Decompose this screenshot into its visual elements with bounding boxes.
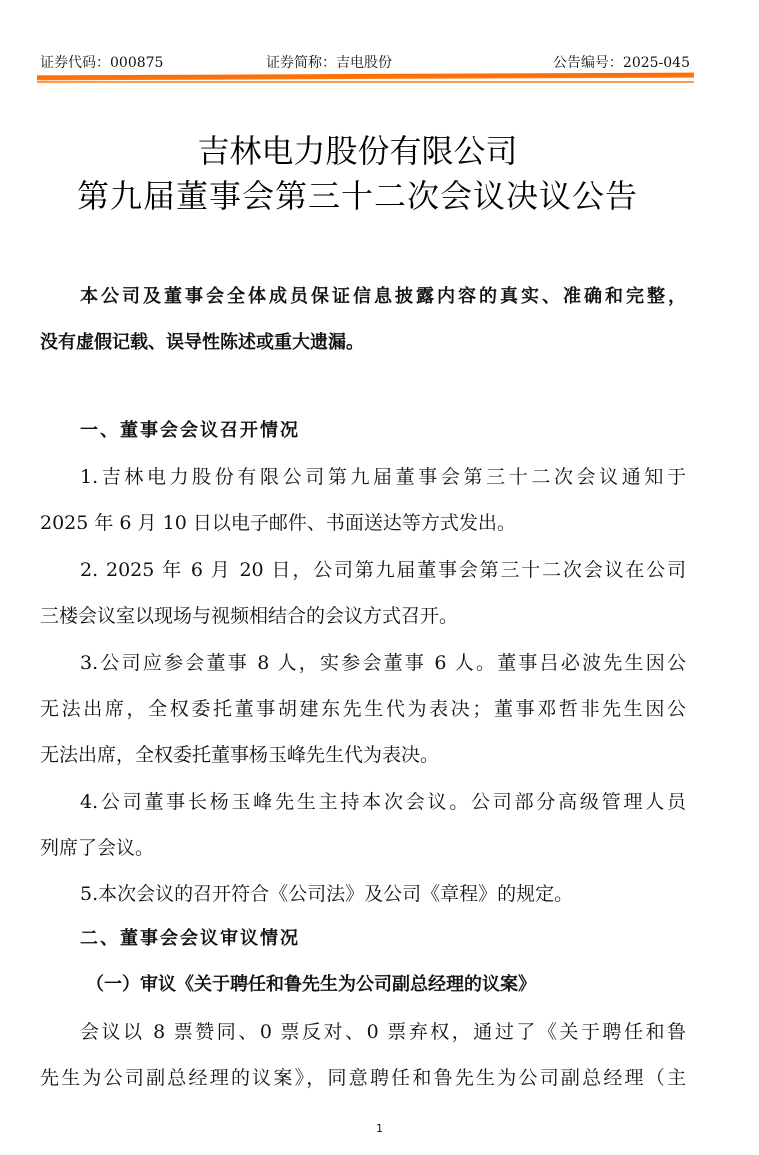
item-4-line-2: 列席了会议。 <box>40 837 155 859</box>
item-3-line-2: 无法出席，全权委托董事胡建东先生代为表决；董事邓哲非先生因公 <box>40 698 686 720</box>
item-3-line-3: 无法出席，全权委托董事杨玉峰先生代为表决。 <box>40 744 440 766</box>
statement-line-2: 没有虚假记载、误导性陈述或重大遗漏。 <box>40 332 364 353</box>
announcement-number: 公告编号：2025-045 <box>552 55 690 71</box>
item-2-line-1: 2. 2025 年 6 月 20 日，公司第九届董事会第三十二次会议在公司 <box>80 559 686 581</box>
stock-code: 证券代码：000875 <box>40 55 164 71</box>
statement-line-1: 本公司及董事会全体成员保证信息披露内容的真实、准确和完整， <box>80 286 686 307</box>
stock-abbreviation: 证券简称：吉电股份 <box>266 55 392 71</box>
motion-1-line-2: 先生为公司副总经理的议案》，同意聘任和鲁先生为公司副总经理（主 <box>40 1067 686 1089</box>
item-2-line-2: 三楼会议室以现场与视频相结合的会议方式召开。 <box>40 605 459 627</box>
section-2-heading: 二、董事会会议审议情况 <box>80 928 300 949</box>
item-5-line-1: 5.本次会议的召开符合《公司法》及公司《章程》的规定。 <box>80 883 574 905</box>
motion-1-heading: （一）审议《关于聘任和鲁先生为公司副总经理的议案》 <box>86 974 536 995</box>
company-title: 吉林电力股份有限公司 <box>197 132 518 170</box>
item-3-line-1: 3.公司应参会董事 8 人，实参会董事 6 人。董事吕必波先生因公 <box>80 652 686 674</box>
item-4-line-1: 4.公司董事长杨玉峰先生主持本次会议。公司部分高级管理人员 <box>80 791 686 813</box>
page-number: 1 <box>376 1122 383 1135</box>
page-header <box>40 52 690 74</box>
announcement-title: 第九届董事会第三十二次会议决议公告 <box>76 177 638 215</box>
motion-1-line-1: 会议以 8 票赞同、0 票反对、0 票弃权，通过了《关于聘任和鲁 <box>80 1021 686 1043</box>
item-1-line-1: 1.吉林电力股份有限公司第九届董事会第三十二次会议通知于 <box>80 466 686 488</box>
item-1-line-2: 2025 年 6 月 10 日以电子邮件、书面送达等方式发出。 <box>40 512 516 534</box>
header-rule-thin <box>37 81 694 83</box>
section-1-heading: 一、董事会会议召开情况 <box>80 420 300 441</box>
